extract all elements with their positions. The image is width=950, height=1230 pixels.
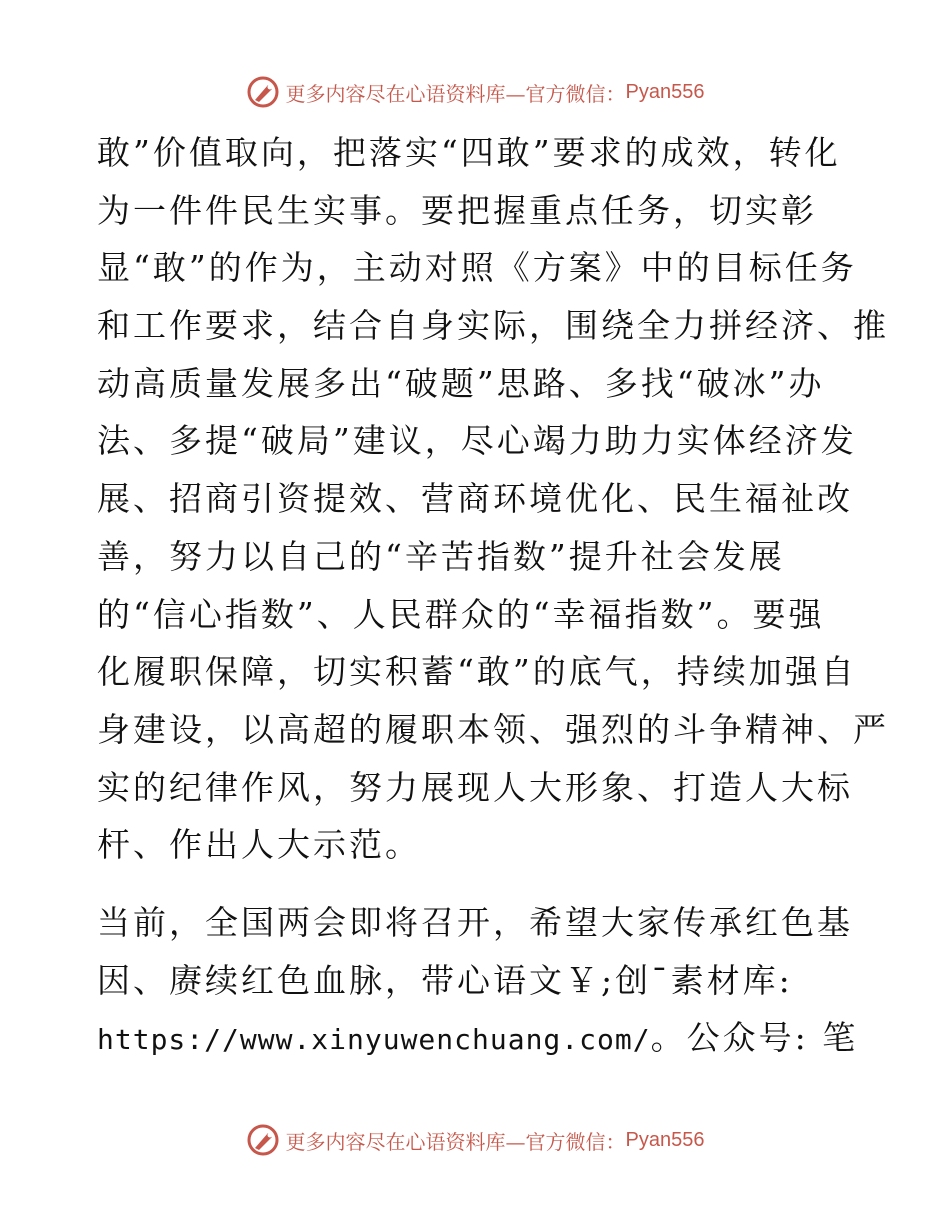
text-line-with-url [97,1009,857,1067]
header-banner [0,72,950,112]
text-line: 动高质量发展多出“破题”思路、多找“破冰”办 [97,363,825,403]
banner-handle: Pyan556 [625,80,705,103]
footer-banner [0,1120,950,1160]
paragraph-1 [97,124,889,874]
text-line: 显“敢”的作为，主动对照《方案》中的目标任务 [97,248,857,288]
banner-handle: Pyan556 [625,1128,705,1151]
paragraph-2 [97,894,857,1067]
text-line: 杆、作出人大示范。 [97,825,421,865]
text-line: 当前，全国两会即将召开，希望大家传承红色基 [97,903,853,942]
text-line: 为一件件民生实事。要把握重点任务，切实彰 [97,190,817,230]
text-line: 善，努力以自己的“辛苦指数”提升社会发展 [97,536,785,576]
text-line: 敢”价值取向，把落实“四敢”要求的成效，转化 [97,133,841,172]
website-url[interactable]: https://www.xinyuwenchuang.com/ [97,1023,651,1057]
text-line: 因、赓续红色血脉，带心语文￥;创¯素材库: [97,960,793,1000]
text-line: 实的纪律作风，努力展现人大形象、打造人大标 [97,767,853,807]
pen-nib-icon [246,75,280,109]
banner-text: 更多内容尽在心语资料库—官方微信： [285,1129,626,1154]
pen-nib-icon [246,1123,280,1157]
banner-text: 更多内容尽在心语资料库—官方微信： [285,81,626,106]
text-line: 和工作要求，结合自身实际，围绕全力拼经济、推 [97,306,889,346]
text-line: 的“信心指数”、人民群众的“幸福指数”。要强 [97,594,825,634]
text-line: 展、招商引资提效、营商环境优化、民生福祉改 [97,479,853,519]
text-line: 法、多提“破局”建议，尽心竭力助力实体经济发 [97,421,857,461]
text-line: 化履职保障，切实积蓄“敢”的底气，持续加强自 [97,652,857,692]
text-fragment: 。公众号: 笔 [650,1018,859,1058]
text-line: 身建设，以高超的履职本领、强烈的斗争精神、严 [97,709,889,749]
